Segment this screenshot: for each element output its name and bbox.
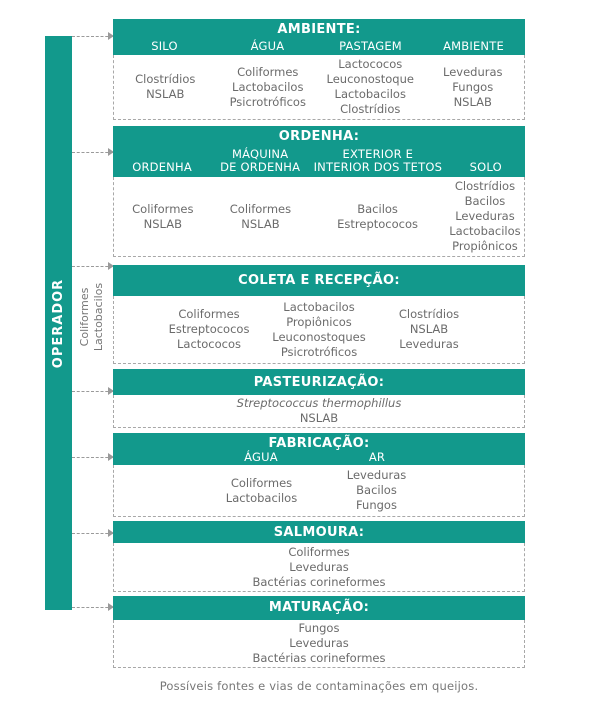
sub-header: SILO (151, 39, 178, 53)
organism: NSLAB (146, 87, 185, 101)
organism: Propiônicos (286, 314, 352, 329)
operator-label-wrap (45, 36, 72, 610)
organism: Bacilos (356, 483, 397, 497)
organism: Coliformes (288, 544, 350, 559)
section-fabricacao (113, 433, 525, 517)
organism: Leveduras (442, 64, 503, 79)
organism-list (114, 202, 212, 232)
organism: NSLAB (143, 216, 182, 231)
organism: Coliformes (132, 201, 194, 216)
organism: Coliformes (178, 307, 240, 321)
organism: Leveduras (346, 468, 407, 482)
sub-header-row (113, 451, 525, 464)
organism: Estreptococos (168, 322, 250, 336)
section-header (113, 369, 525, 395)
operator-note (72, 264, 112, 370)
section-header (113, 265, 525, 296)
section-body (113, 296, 525, 364)
arrow-ordenha (72, 152, 113, 153)
sub-header-line: ORDENHA (132, 160, 192, 174)
arrow-coleta (72, 266, 113, 267)
arrow-pasteurizacao (72, 391, 113, 392)
section-header (113, 126, 525, 177)
organism: Fungos (452, 79, 494, 94)
organism-list (114, 72, 217, 102)
sub-header: ÁGUA (244, 450, 278, 464)
organism-list (264, 300, 374, 360)
organism-list (217, 65, 320, 110)
operator-note-line: Coliformes (78, 287, 91, 347)
sub-header-line: SOLO (469, 160, 502, 174)
sub-header-line: MÁQUINA (231, 147, 289, 161)
organism: Clostrídios (454, 179, 516, 193)
organism: Psicrotróficos (229, 94, 306, 109)
organism: NSLAB (453, 94, 492, 109)
sub-header (447, 161, 525, 174)
organism: Lactobacilos (232, 79, 304, 94)
organism-list (374, 307, 484, 352)
organism: Fungos (298, 621, 340, 635)
section-title: SALMOURA: (273, 525, 365, 540)
organism: Lactococos (176, 337, 242, 351)
organism: Bacilos (357, 201, 398, 216)
sub-header: PASTAGEM (339, 39, 402, 53)
sub-header: ÁGUA (250, 39, 285, 53)
organism: Bactérias corineformes (252, 651, 386, 665)
organism-list (319, 468, 434, 513)
section-body (113, 465, 525, 517)
organism: Leveduras (455, 209, 515, 223)
organism-list (154, 307, 264, 352)
organism: NSLAB (409, 322, 449, 336)
sub-header-row (113, 148, 525, 174)
section-header (113, 521, 525, 543)
operator-label: OPERADOR (51, 278, 67, 368)
organism: Leveduras (289, 559, 349, 574)
section-title: COLETA E RECEPÇÃO: (238, 273, 400, 288)
organism: Fungos (356, 498, 397, 512)
organism-list (309, 202, 446, 232)
sub-header: AMBIENTE (443, 39, 504, 53)
section-salmoura (113, 521, 525, 592)
section-body (113, 543, 525, 592)
organism: Coliformes (229, 201, 292, 216)
organism: Leuconostoques (272, 329, 366, 344)
organism: Lactobacilos (334, 87, 406, 101)
organism: Clostrídios (398, 307, 460, 321)
sub-header: AR (368, 450, 386, 464)
organism: Coliformes (237, 64, 299, 79)
section-title: MATURAÇÃO: (268, 600, 370, 615)
sub-header-line: DE ORDENHA (220, 160, 301, 174)
organism-list (212, 202, 310, 232)
section-pasteurizacao (113, 369, 525, 428)
organism: Leveduras (399, 337, 459, 351)
organism-list (319, 57, 422, 117)
section-title: PASTEURIZAÇÃO: (253, 375, 385, 390)
organism: Lactobacilos (283, 299, 355, 314)
section-header (113, 19, 525, 55)
organism-list (114, 545, 524, 590)
section-title: FABRICAÇÃO: (268, 436, 370, 451)
organism: Leuconostoque (326, 72, 414, 86)
organism: NSLAB (241, 216, 280, 231)
sub-header (309, 148, 446, 174)
arrow-salmoura (72, 533, 113, 534)
sub-header-row (113, 40, 525, 53)
section-coleta (113, 265, 525, 364)
section-body (113, 177, 525, 257)
organism-list (204, 476, 319, 506)
organism-list (114, 621, 524, 666)
organism-list (114, 396, 524, 426)
organism: Leveduras (289, 636, 349, 650)
figure-caption: Possíveis fontes e vias de contaminações em queijos. (159, 679, 479, 693)
section-ordenha (113, 126, 525, 257)
organism: Estreptococos (337, 216, 419, 231)
section-title: ORDENHA: (278, 129, 360, 144)
section-body (113, 395, 525, 428)
section-body (113, 55, 525, 120)
sub-header-line: INTERIOR DOS TETOS (313, 160, 443, 174)
section-body (113, 620, 525, 668)
organism: Propiônicos (452, 239, 518, 253)
organism: Lactobacilos (449, 224, 521, 238)
section-ambiente (113, 19, 525, 120)
operator-note-line: Lactobacilos (92, 282, 105, 352)
arrow-fabricacao (72, 457, 113, 458)
section-maturacao (113, 596, 525, 668)
organism: Lactococos (338, 57, 403, 71)
organism: Bacilos (464, 194, 506, 208)
organism: Bactérias corineformes (252, 574, 386, 589)
section-header (113, 596, 525, 620)
section-header (113, 433, 525, 465)
arrow-ambiente (72, 36, 113, 37)
arrow-maturacao (72, 607, 113, 608)
organism: Clostrídios (340, 102, 401, 116)
organism: Clostrídios (135, 72, 196, 86)
organism: Streptococcus thermophillus (236, 396, 402, 410)
organism-list (422, 65, 525, 110)
organism: NSLAB (299, 411, 339, 425)
sub-header (113, 161, 211, 174)
organism: Lactobacilos (225, 490, 298, 505)
organism-list (446, 179, 524, 254)
sub-header (211, 148, 309, 174)
sub-header-line: EXTERIOR E (342, 147, 414, 161)
organism: Coliformes (230, 475, 293, 490)
organism: Psicrotróficos (280, 344, 358, 359)
section-title: AMBIENTE: (277, 22, 361, 37)
